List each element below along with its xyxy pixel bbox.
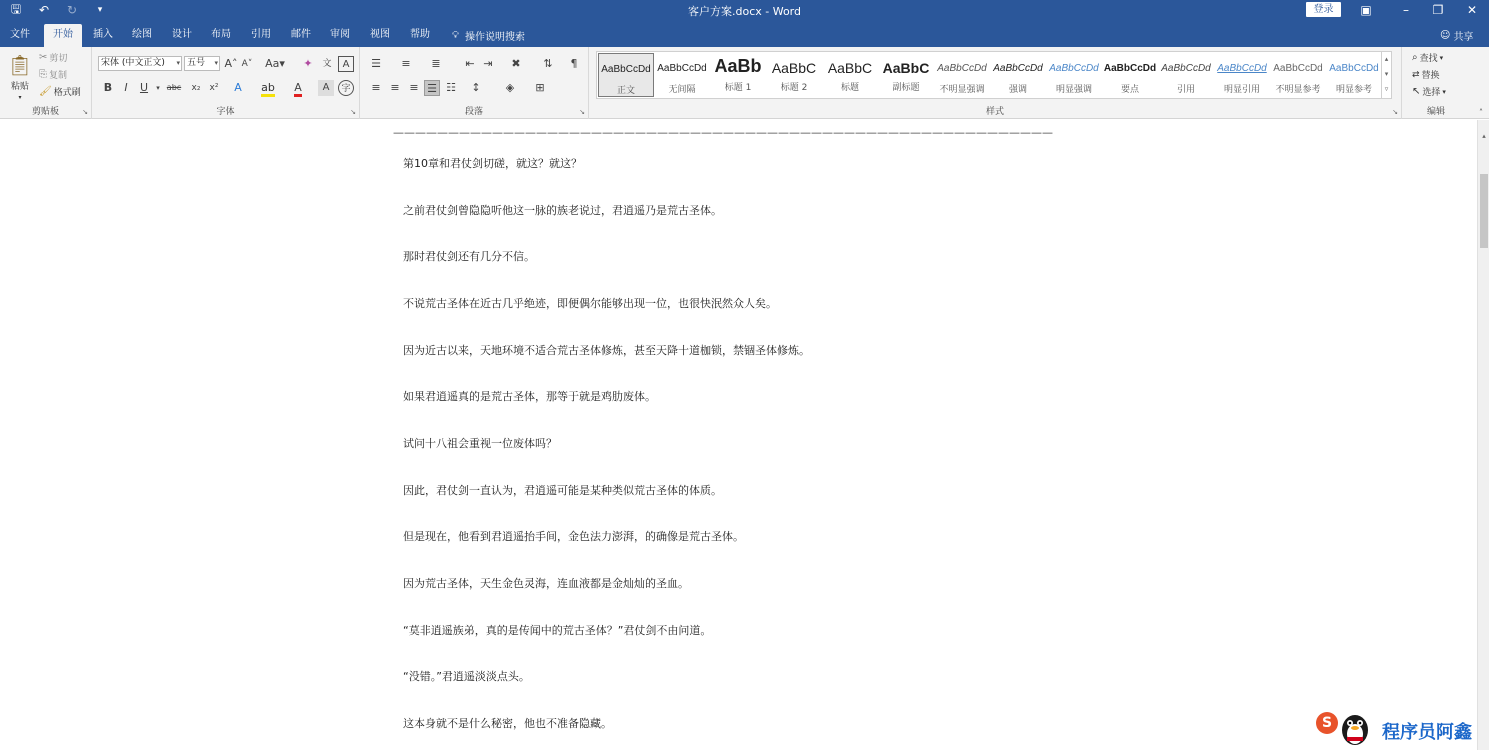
italic-icon[interactable]: I: [124, 81, 128, 94]
brush-icon: 🖌︎: [39, 86, 52, 97]
font-size-value: 五号: [187, 58, 206, 68]
character-shading-icon[interactable]: A: [318, 80, 334, 96]
chevron-down-icon: ▾: [1442, 87, 1446, 96]
cut-label: 剪切: [49, 54, 68, 64]
format-painter-button[interactable]: [39, 85, 81, 98]
document-paragraph: 试问十八祖会重视一位废体吗？: [403, 437, 557, 450]
more-icon[interactable]: ▿: [1384, 85, 1389, 93]
paragraph-group: [360, 47, 589, 119]
dialog-launcher-icon[interactable]: ↘: [1392, 108, 1398, 116]
gallery-scroll[interactable]: [1381, 52, 1391, 98]
clipboard-group-label: 剪贴板: [31, 107, 59, 117]
style-sample: AaBbCcDd: [1273, 63, 1323, 74]
borders-icon[interactable]: ⊞: [535, 81, 545, 94]
style-name: 副标题: [892, 83, 920, 93]
cursor-icon: ↖: [1412, 86, 1421, 97]
multilevel-list-icon[interactable]: ≣: [431, 57, 441, 70]
character-border-icon[interactable]: A: [338, 56, 354, 72]
sogou-logo-icon: S: [1316, 712, 1338, 734]
style-quote[interactable]: [1158, 53, 1214, 97]
document-title: 客户方案.docx - Word: [687, 5, 801, 18]
align-left-icon[interactable]: ≡: [371, 81, 381, 94]
style-sample: AaBbCcDd: [1103, 63, 1157, 74]
style-name: 强调: [1008, 85, 1027, 95]
editing-group: [1402, 47, 1470, 119]
style-sample: AaBbCcDd: [993, 63, 1043, 74]
document-paragraph: “没错。”君逍遥淡淡点头。: [403, 670, 530, 683]
ribbon-home: [0, 47, 1489, 119]
dialog-launcher-icon[interactable]: ↘: [579, 108, 585, 116]
vertical-scrollbar[interactable]: [1477, 120, 1489, 750]
replace-label: 替换: [1421, 71, 1440, 81]
style-subtle-reference[interactable]: [1270, 53, 1326, 97]
paste-icon: 📋︎: [7, 53, 33, 77]
style-sample: AaBbCcDd: [601, 64, 651, 75]
minimize-icon[interactable]: –: [1403, 3, 1409, 17]
font-size-combo[interactable]: [184, 56, 220, 71]
paragraph-group-label: 段落: [464, 107, 483, 117]
superscript-icon[interactable]: x²: [209, 83, 219, 93]
style-intense-quote[interactable]: [1214, 53, 1270, 97]
undo-icon[interactable]: ↶: [38, 3, 50, 17]
grow-font-icon[interactable]: A˄: [224, 57, 238, 70]
font-name-combo[interactable]: [98, 56, 182, 71]
paste-label: 粘贴: [10, 82, 29, 92]
document-paragraph: 因此，君仗剑一直认为，君逍遥可能是某种类似荒古圣体的体质。: [403, 484, 722, 497]
find-button[interactable]: [1412, 51, 1443, 64]
style-name: 标题 1: [724, 83, 752, 93]
tab-mailings[interactable]: 邮件: [291, 29, 311, 40]
show-formatting-marks-icon[interactable]: ¶: [570, 57, 578, 70]
document-paragraph: “莫非逍遥族弟，真的是传闻中的荒古圣体？”君仗剑不由问道。: [403, 624, 712, 637]
font-color-icon[interactable]: A: [290, 80, 306, 96]
document-paragraph: 因为荒古圣体，天生金色灵海，连血液都是金灿灿的圣血。: [403, 577, 689, 590]
share-button[interactable]: [1440, 28, 1473, 43]
shrink-font-icon[interactable]: A˅: [241, 59, 253, 69]
styles-gallery: [596, 51, 1392, 99]
font-group: [92, 47, 360, 119]
scroll-up-icon[interactable]: ▴: [1482, 132, 1486, 140]
style-sample: AaBb: [714, 56, 762, 76]
document-paragraph: 不说荒古圣体在近古几乎绝迹，即便偶尔能够出现一位，也很快泯然众人矣。: [403, 297, 777, 310]
document-paragraph: 如果君逍遥真的是荒古圣体，那等于就是鸡肋废体。: [403, 390, 656, 403]
distributed-icon[interactable]: ☷: [446, 81, 456, 94]
copy-label: 复制: [49, 71, 68, 81]
align-right-icon[interactable]: ≡: [409, 81, 419, 94]
find-label: 查找: [1419, 54, 1438, 64]
style-title[interactable]: [822, 53, 878, 97]
clipboard-group: [0, 47, 92, 119]
shading-icon[interactable]: ◈: [505, 81, 515, 94]
style-name: 明显引用: [1223, 85, 1260, 95]
penguin-mascot-icon: [1338, 710, 1372, 746]
paste-button[interactable]: [6, 53, 34, 101]
document-paragraph: 这本身就不是什么秘密，他也不准备隐藏。: [403, 717, 612, 730]
style-name: 要点: [1120, 85, 1139, 95]
document-paragraph: 但是现在，他看到君逍遥抬手间，金色法力澎湃，的确像是荒古圣体。: [403, 530, 744, 543]
style-heading-1[interactable]: [710, 53, 766, 97]
tab-home[interactable]: 开始: [44, 24, 82, 47]
tab-design[interactable]: 设计: [172, 29, 192, 40]
style-name: 引用: [1176, 85, 1195, 95]
justify-icon[interactable]: ☰: [424, 80, 440, 96]
chinese-layout-icon[interactable]: ✖: [511, 57, 521, 70]
close-icon[interactable]: ✕: [1466, 3, 1478, 17]
document-paragraph: 那时君仗剑还有几分不信。: [403, 250, 535, 263]
search-icon: ⌕: [1412, 52, 1418, 63]
chevron-down-icon: ▾: [1439, 53, 1444, 62]
scissors-icon: ✂: [39, 52, 48, 63]
text-effects-icon[interactable]: A: [234, 81, 242, 94]
increase-indent-icon[interactable]: ⇥: [483, 57, 493, 70]
subscript-icon[interactable]: x₂: [191, 83, 201, 93]
chevron-down-icon: ▾: [176, 59, 180, 67]
dialog-launcher-icon[interactable]: ↘: [82, 108, 88, 116]
copy-icon: ⎘: [39, 69, 47, 80]
style-sample: AaBbCcDd: [1329, 63, 1379, 74]
style-sample: AaBbCcDd: [1161, 63, 1211, 74]
line-spacing-icon[interactable]: ↕: [471, 81, 481, 94]
style-subtitle[interactable]: [878, 53, 934, 97]
font-name-value: 宋体 (中文正文): [101, 58, 165, 68]
partially-visible-line: ————————————————————————————————————————————————————————————: [393, 126, 1053, 139]
watermark: [1316, 708, 1486, 748]
document-paragraph: 因为近古以来，天地环境不适合荒古圣体修炼，甚至天降十道枷锁，禁锢圣体修炼。: [403, 344, 810, 357]
style-sample: AaBbC: [827, 60, 873, 76]
style-name: 明显强调: [1055, 85, 1092, 95]
tab-help[interactable]: 帮助: [410, 29, 430, 40]
chevron-down-icon[interactable]: ▾: [1384, 70, 1389, 78]
chevron-down-icon: ▾: [214, 59, 218, 67]
dialog-launcher-icon[interactable]: ↘: [350, 108, 356, 116]
strikethrough-icon[interactable]: abc: [166, 83, 182, 92]
collapse-ribbon-icon[interactable]: ˄: [1479, 108, 1483, 117]
highlight-icon[interactable]: ab: [260, 80, 276, 96]
style-sample: AaBbCcDd: [937, 63, 987, 74]
customize-icon[interactable]: ▾: [97, 5, 103, 15]
replace-button[interactable]: [1412, 68, 1440, 81]
chevron-down-icon[interactable]: ▾: [156, 84, 160, 92]
style-subtle-emphasis[interactable]: [934, 53, 990, 97]
pinyin-guide-icon[interactable]: 文: [322, 59, 332, 69]
ribbon-tabs: [0, 20, 1489, 47]
numbering-icon[interactable]: ≡: [401, 57, 411, 70]
style-name: 不明显参考: [1275, 85, 1321, 95]
title-bar: [0, 0, 1489, 20]
share-label: 共享: [1453, 32, 1474, 43]
chevron-up-icon[interactable]: ▴: [1384, 55, 1389, 63]
watermark-text: 程序员阿鑫: [1382, 722, 1472, 743]
tab-review[interactable]: 审阅: [330, 29, 350, 40]
style-heading-2[interactable]: [766, 53, 822, 97]
enclose-characters-icon[interactable]: 字: [338, 80, 354, 96]
format-painter-label: 格式刷: [53, 88, 81, 98]
styles-group-label: 样式: [985, 107, 1004, 117]
restore-icon[interactable]: ❐: [1432, 3, 1444, 17]
style-sample: AaBbC: [771, 60, 817, 76]
style-intense-reference[interactable]: [1326, 53, 1382, 97]
replace-icon: ⇄: [1412, 69, 1420, 80]
tab-draw[interactable]: 绘图: [132, 29, 152, 40]
tab-insert[interactable]: 插入: [93, 29, 113, 40]
style-sample: AaBbCcDd: [1049, 63, 1099, 74]
document-paragraph: 之前君仗剑曾隐隐听他这一脉的族老说过，君逍遥乃是荒古圣体。: [403, 204, 722, 217]
ribbon-display-options-icon[interactable]: ▣: [1360, 3, 1372, 17]
document-paragraph: 第10章和君仗剑切磋，就这？就这？: [403, 157, 582, 170]
sort-icon[interactable]: ⇅: [543, 57, 553, 70]
underline-icon[interactable]: U: [139, 81, 149, 94]
save-icon[interactable]: 🖫: [10, 1, 22, 16]
style-name: 标题 2: [780, 83, 808, 93]
style-strong[interactable]: [1102, 53, 1158, 97]
style-no-spacing[interactable]: [654, 53, 710, 97]
chevron-down-icon: ▾: [18, 94, 22, 101]
select-label: 选择: [1422, 88, 1441, 98]
style-sample: AaBbCcDd: [657, 63, 707, 74]
style-normal[interactable]: [598, 53, 654, 97]
tab-layout[interactable]: 布局: [211, 29, 231, 40]
align-center-icon[interactable]: ≡: [390, 81, 400, 94]
editing-group-label: 编辑: [1426, 107, 1445, 117]
tab-references[interactable]: 引用: [251, 29, 271, 40]
style-name: 正文: [616, 86, 635, 96]
bullets-icon[interactable]: ☰: [371, 57, 381, 70]
copy-button[interactable]: [39, 68, 67, 81]
style-name: 标题: [840, 83, 859, 93]
lightbulb-icon: 💡︎: [452, 30, 459, 41]
style-intense-emphasis[interactable]: [1046, 53, 1102, 97]
style-name: 无间隔: [668, 85, 696, 95]
decrease-indent-icon[interactable]: ⇤: [465, 57, 475, 70]
style-name: 明显参考: [1335, 85, 1372, 95]
bold-icon[interactable]: B: [103, 81, 113, 94]
select-button[interactable]: [1412, 85, 1446, 98]
redo-icon[interactable]: ↻: [66, 3, 78, 17]
tab-file[interactable]: 文件: [10, 29, 30, 40]
style-sample: AaBbCcDd: [1217, 63, 1267, 74]
cut-button[interactable]: [39, 51, 67, 64]
change-case-icon[interactable]: Aa▾: [265, 57, 285, 70]
style-emphasis[interactable]: [990, 53, 1046, 97]
scrollbar-thumb[interactable]: [1480, 174, 1488, 248]
tab-view[interactable]: 视图: [370, 29, 390, 40]
style-name: 不明显强调: [939, 85, 985, 95]
tell-me-label: 操作说明搜索: [465, 32, 525, 43]
style-sample: AaBbC: [882, 60, 930, 76]
font-group-label: 字体: [216, 107, 235, 117]
tell-me-search[interactable]: [452, 28, 525, 43]
login-button[interactable]: 登录: [1306, 2, 1341, 17]
clear-formatting-icon[interactable]: ✦: [303, 57, 313, 70]
person-icon: ☺: [1440, 30, 1451, 41]
document-page[interactable]: [0, 120, 1477, 750]
